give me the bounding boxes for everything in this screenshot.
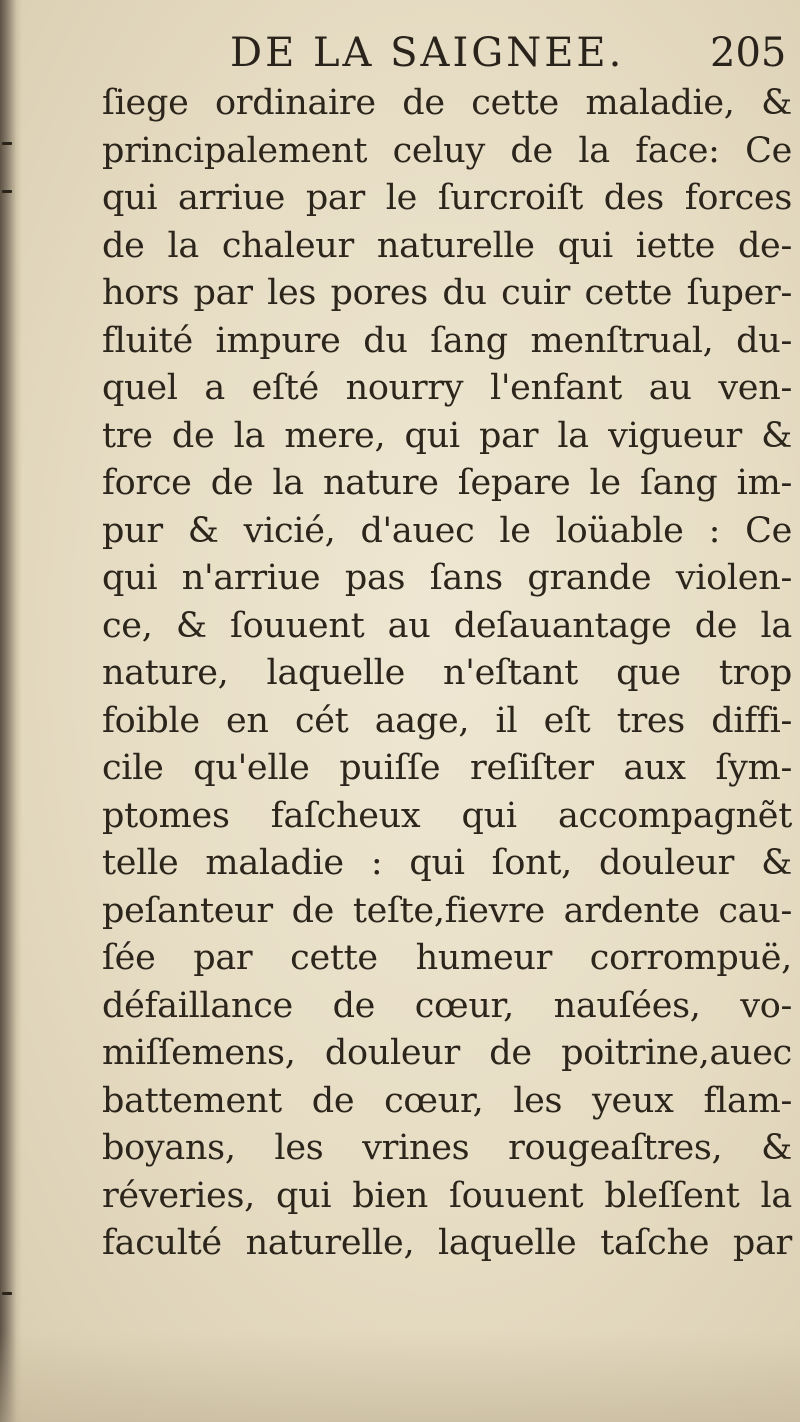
gutter-mark (2, 190, 12, 193)
text-line: nature, laquelle n'eſtant que trop (102, 653, 792, 693)
text-line: battement de cœur, les yeux flam- (102, 1080, 792, 1121)
text-line: fluité impure du ſang menſtrual, du- (102, 320, 792, 361)
text-line: ſée par cette humeur corrompuë, (102, 938, 792, 978)
running-head-title: DE LA SAIGNEE. (230, 30, 625, 76)
page-gutter (0, 0, 22, 1422)
page-bottom-shade (0, 1332, 800, 1422)
text-line: quel a eſté nourry l'enfant au ven- (102, 368, 792, 408)
text-line: cile qu'elle puiſſe reſiſter aux ſym- (102, 748, 792, 788)
text-line: ptomes faſcheux qui accompagnẽt (102, 795, 792, 836)
text-line: hors par les pores du cuir cette ſuper- (102, 273, 792, 313)
text-line: telle maladie : qui ſont, douleur & (102, 843, 792, 883)
text-line: tre de la mere, qui par la vigueur & (102, 415, 792, 456)
gutter-mark (2, 1292, 12, 1295)
text-line: peſanteur de teſte,fievre ardente cau- (102, 890, 792, 931)
text-line: de la chaleur naturelle qui iette de- (102, 225, 792, 266)
text-line: ſiege ordinaire de cette maladie, & (102, 83, 792, 123)
gutter-mark (2, 142, 12, 145)
text-line: qui arriue par le ſurcroiſt des forces (102, 178, 792, 218)
text-line: foible en cét aage, il eſt tres diffi- (102, 700, 792, 741)
page-number: 205 (710, 30, 787, 76)
text-line: pur & vicié, d'auec le loüable : Ce (102, 510, 792, 551)
text-line: force de la nature ſepare le ſang im- (102, 463, 792, 503)
text-line: défaillance de cœur, nauſées, vo- (102, 985, 792, 1026)
text-line: qui n'arriue pas ſans grande violen- (102, 558, 792, 598)
body-text (102, 80, 792, 1268)
text-line: principalement celuy de la face: Ce (102, 130, 792, 171)
running-head (230, 26, 790, 86)
text-line: boyans, les vrines rougeaſtres, & (102, 1128, 792, 1168)
text-line: réveries, qui bien ſouuent bleſſent la (102, 1175, 792, 1216)
text-line: miſſemens, douleur de poitrine,auec (102, 1033, 792, 1073)
text-line: ce, & ſouuent au deſauantage de la (102, 605, 792, 646)
text-line: faculté naturelle, laquelle taſche par (102, 1223, 792, 1263)
